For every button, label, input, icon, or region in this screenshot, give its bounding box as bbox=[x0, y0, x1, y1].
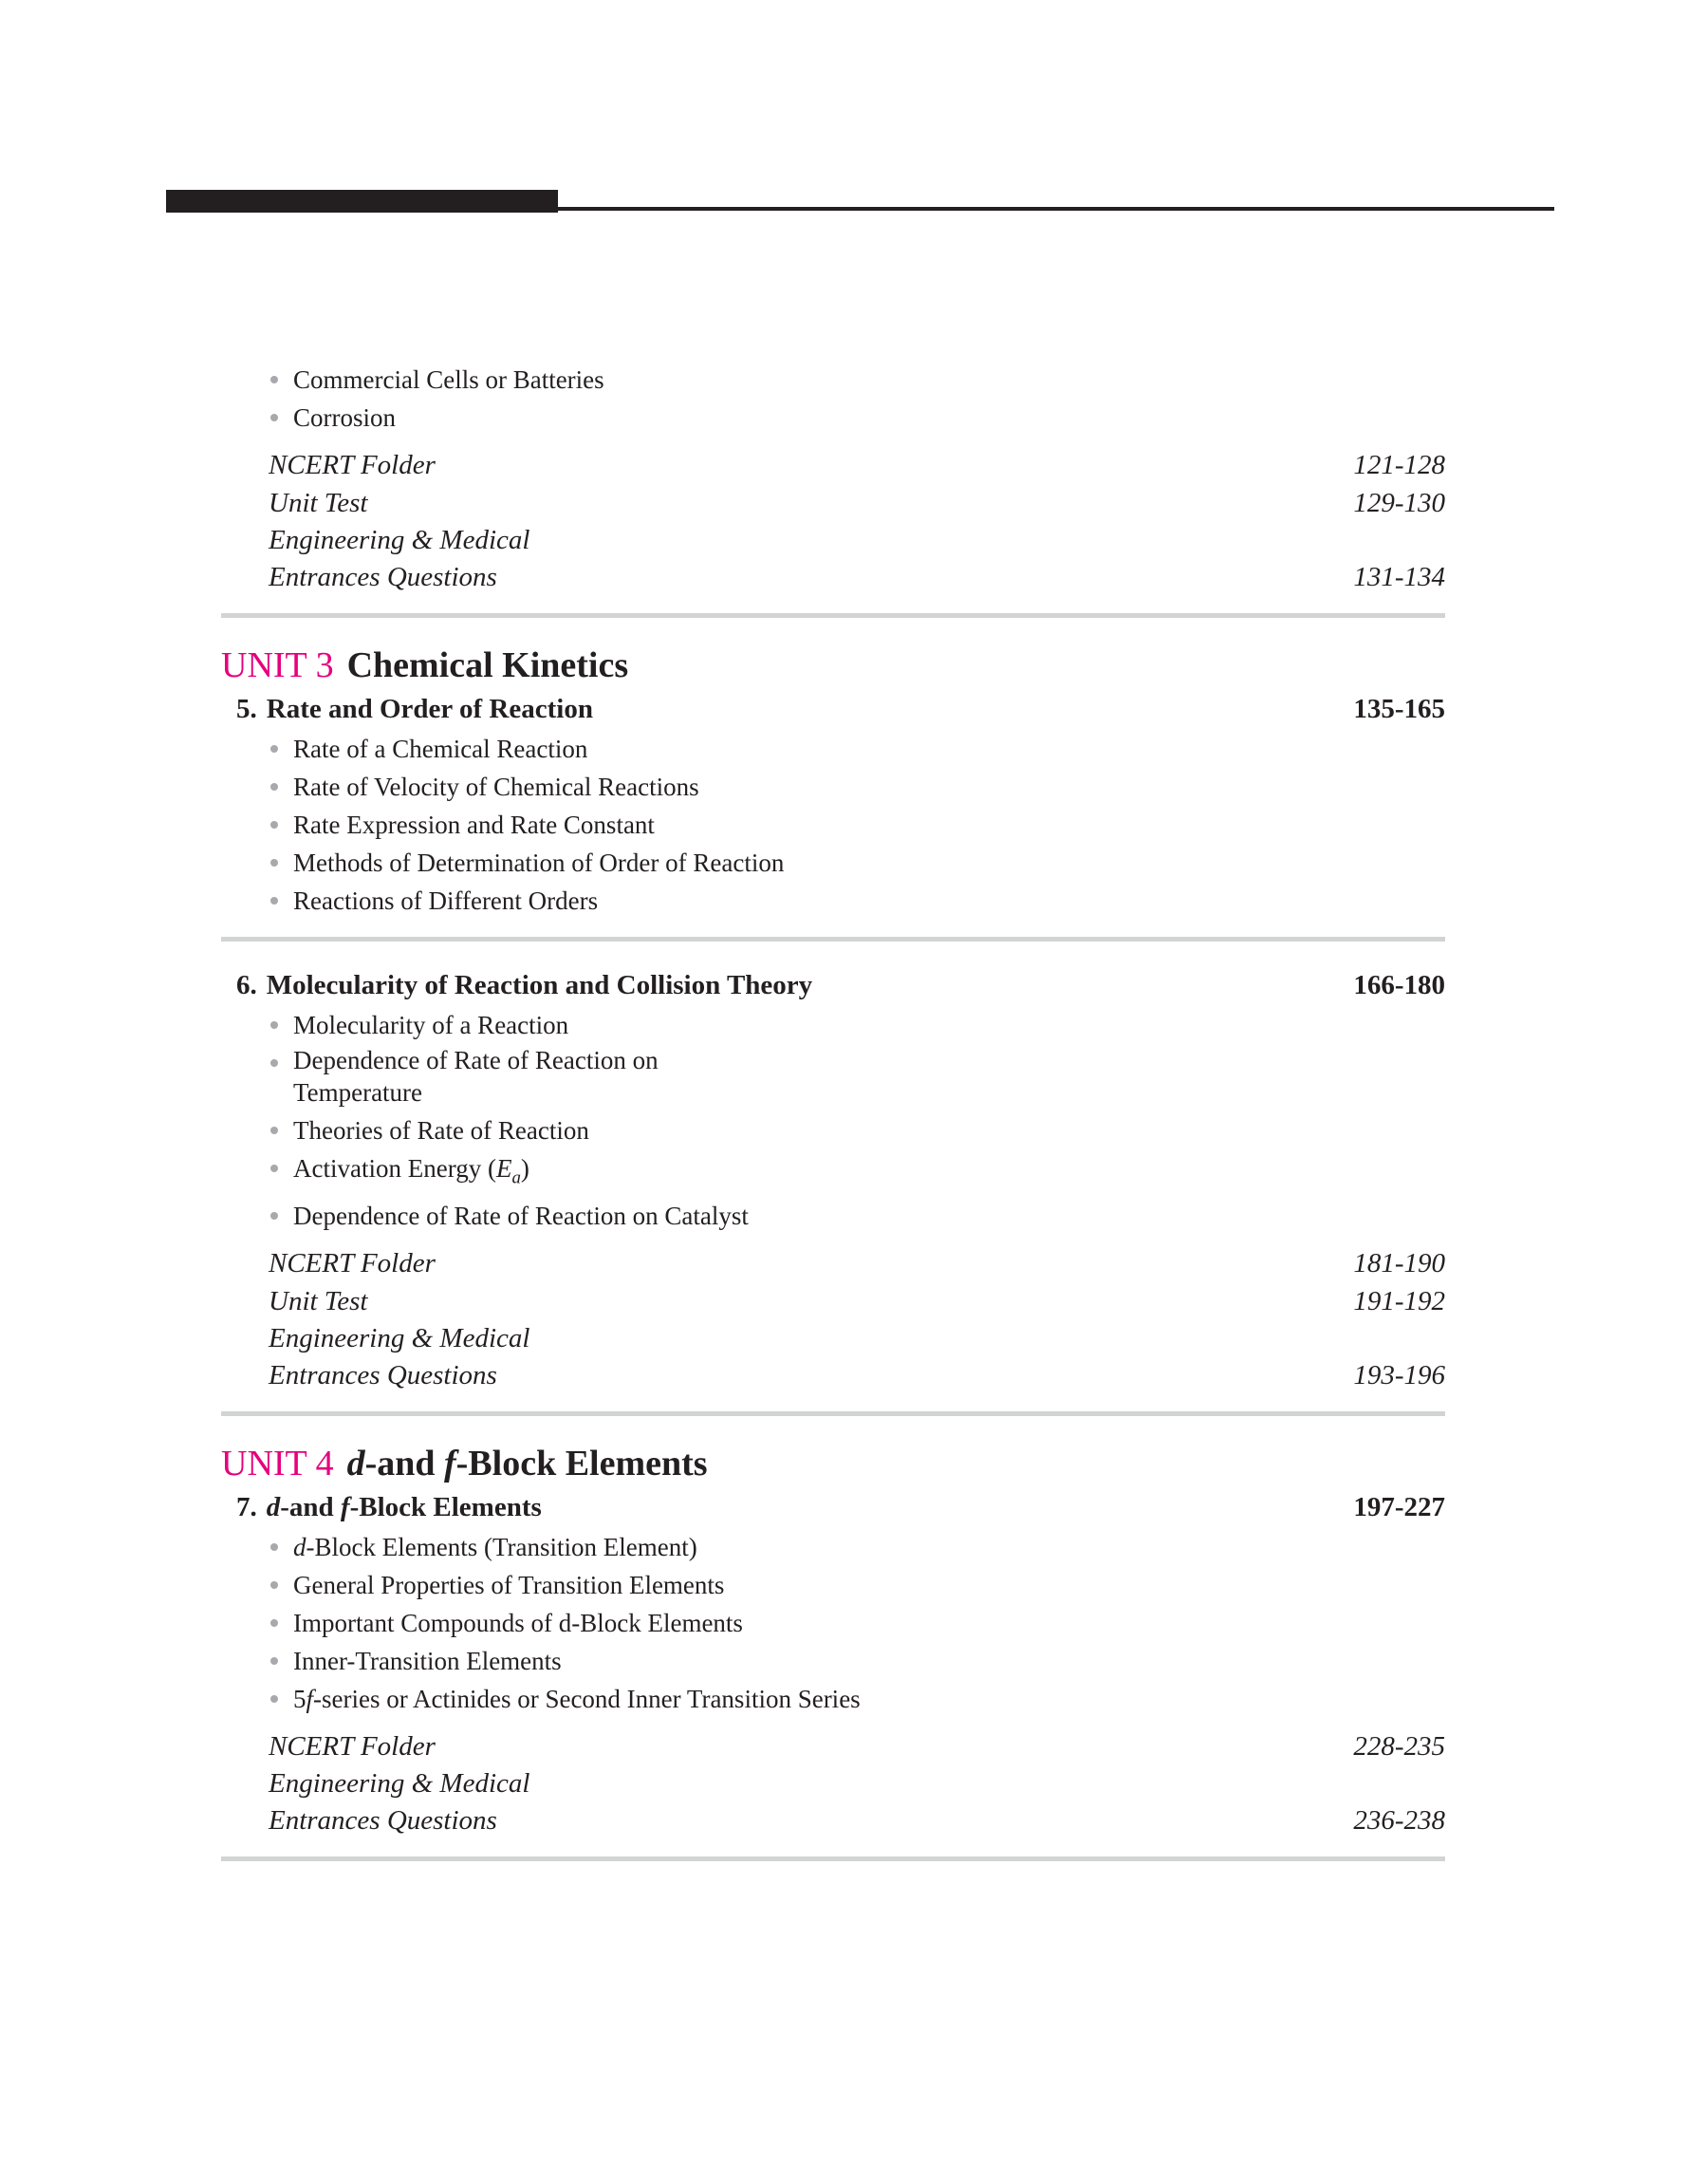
toc-entry-line[interactable]: Engineering & Medical bbox=[269, 525, 530, 555]
section-divider bbox=[221, 937, 1445, 942]
bullet-icon bbox=[270, 897, 278, 905]
bullet-icon bbox=[270, 859, 278, 867]
page-range: 131-134 bbox=[1353, 562, 1445, 592]
bullet-icon bbox=[270, 1021, 278, 1029]
bullet-icon bbox=[270, 1059, 278, 1067]
bullet-icon bbox=[270, 1165, 278, 1172]
topic-list bbox=[221, 361, 1445, 437]
list-item: Commercial Cells or Batteries bbox=[269, 361, 1445, 399]
bullet-icon bbox=[270, 745, 278, 753]
unit-heading bbox=[221, 1441, 1445, 1486]
bullet-icon bbox=[270, 1581, 278, 1589]
topic-list bbox=[221, 1528, 1445, 1718]
toc-entry[interactable]: NCERT Folder 228-235 bbox=[269, 1727, 1445, 1765]
page-range: 197-227 bbox=[1353, 1492, 1445, 1523]
chapter-entry[interactable]: 7. d-and f-Block Elements 197-227 bbox=[221, 1486, 1445, 1528]
page-range: 121-128 bbox=[1353, 450, 1445, 480]
page-range: 129-130 bbox=[1353, 488, 1445, 518]
bullet-icon bbox=[270, 414, 278, 421]
topic-list bbox=[221, 730, 1445, 920]
unit-heading bbox=[221, 643, 1445, 688]
list-item: Reactions of Different Orders bbox=[269, 882, 1445, 920]
unit-number: UNIT 3 bbox=[221, 645, 334, 685]
header-rule bbox=[558, 207, 1554, 211]
bullet-icon bbox=[270, 1619, 278, 1627]
chapter-entry[interactable]: 6. Molecularity of Reaction and Collision Theory 166-180 bbox=[221, 964, 1445, 1006]
bullet-icon bbox=[270, 1657, 278, 1665]
page-range: 228-235 bbox=[1353, 1731, 1445, 1763]
chapter-title: Rate and Order of Reaction bbox=[266, 694, 593, 724]
unit-extras bbox=[221, 1244, 1445, 1394]
page-range: 135-165 bbox=[1353, 694, 1445, 724]
toc-entry[interactable]: NCERT Folder 181-190 bbox=[269, 1244, 1445, 1282]
toc-entry[interactable]: Unit Test 191-192 bbox=[269, 1282, 1445, 1320]
toc-entry-line[interactable]: Engineering & Medical bbox=[269, 1323, 530, 1354]
section-divider bbox=[221, 1411, 1445, 1416]
header-bar-thick bbox=[166, 190, 558, 213]
toc-entry[interactable]: NCERT Folder 121-128 bbox=[269, 446, 1445, 484]
list-item: Dependence of Rate of Reaction on Temperature bbox=[269, 1044, 1445, 1111]
chapter-title: d-and f-Block Elements bbox=[266, 1492, 542, 1523]
list-item: Rate of Velocity of Chemical Reactions bbox=[269, 768, 1445, 806]
unit-title: d-and f-Block Elements bbox=[346, 1444, 708, 1484]
list-item: Corrosion bbox=[269, 399, 1445, 437]
list-item: Important Compounds of d-Block Elements bbox=[269, 1604, 1445, 1642]
chapter-title: Molecularity of Reaction and Collision Theory bbox=[266, 970, 813, 1000]
bullet-icon bbox=[270, 1695, 278, 1703]
list-item: Theories of Rate of Reaction bbox=[269, 1111, 1445, 1149]
list-item: Methods of Determination of Order of Reaction bbox=[269, 844, 1445, 882]
page-range: 191-192 bbox=[1353, 1286, 1445, 1317]
chapter-entry[interactable]: 5. Rate and Order of Reaction 135-165 bbox=[221, 688, 1445, 730]
bullet-icon bbox=[270, 1543, 278, 1551]
list-item: Rate of a Chemical Reaction bbox=[269, 730, 1445, 768]
toc-entry[interactable]: Unit Test 129-130 bbox=[269, 484, 1445, 522]
toc-entry-line[interactable]: Engineering & Medical bbox=[269, 1768, 530, 1800]
bullet-icon bbox=[270, 783, 278, 791]
toc-entry-line[interactable]: Entrances Questions 193-196 bbox=[269, 1356, 1445, 1394]
table-of-contents bbox=[221, 361, 1445, 1861]
list-item: Inner-Transition Elements bbox=[269, 1642, 1445, 1680]
page-range: 166-180 bbox=[1353, 970, 1445, 1000]
unit-extras bbox=[221, 446, 1445, 596]
list-item: General Properties of Transition Elements bbox=[269, 1566, 1445, 1604]
unit-title: Chemical Kinetics bbox=[346, 645, 629, 685]
toc-entry-line[interactable]: Entrances Questions 131-134 bbox=[269, 558, 1445, 596]
list-item: Activation Energy $(E_a)$ bbox=[269, 1149, 1445, 1197]
topic-list bbox=[221, 1006, 1445, 1235]
page-range: 193-196 bbox=[1353, 1360, 1445, 1391]
page-range: 181-190 bbox=[1353, 1248, 1445, 1279]
bullet-icon bbox=[270, 1212, 278, 1220]
bullet-icon bbox=[270, 376, 278, 383]
page-range: 236-238 bbox=[1353, 1805, 1445, 1837]
section-divider bbox=[221, 613, 1445, 618]
bullet-icon bbox=[270, 821, 278, 829]
list-item: Molecularity of a Reaction bbox=[269, 1006, 1445, 1044]
list-item: 5f-series or Actinides or Second Inner Transition Series bbox=[269, 1680, 1445, 1718]
bullet-icon bbox=[270, 1127, 278, 1134]
list-item: d-Block Elements (Transition Element) bbox=[269, 1528, 1445, 1566]
toc-entry-line[interactable]: Entrances Questions 236-238 bbox=[269, 1801, 1445, 1839]
list-item: Rate Expression and Rate Constant bbox=[269, 806, 1445, 844]
list-item: Dependence of Rate of Reaction on Catalyst bbox=[269, 1197, 1445, 1235]
unit-extras bbox=[221, 1727, 1445, 1839]
section-divider bbox=[221, 1856, 1445, 1861]
unit-number: UNIT 4 bbox=[221, 1444, 334, 1484]
